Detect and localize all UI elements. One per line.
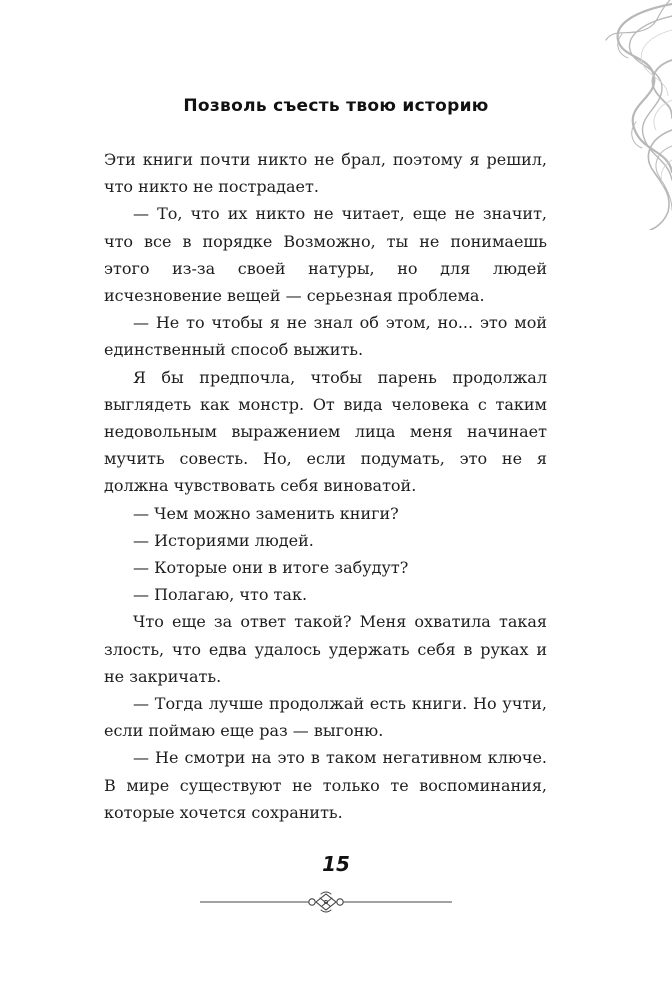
paragraph: Что еще за ответ такой? Меня охватила такая злость, что едва удалось удержать себя в руках и не закричать.: [104, 612, 547, 686]
paragraph: Эти книги почти никто не брал, поэтому я решил, что никто не пострадает.: [104, 150, 547, 197]
body-text: [104, 146, 547, 826]
paragraph: — Полагаю, что так.: [133, 585, 308, 605]
paragraph: — Историями людей.: [133, 530, 314, 550]
paragraph: — Тогда лучше продолжай есть книги. Но учти, если поймаю еще раз — выгоню.: [104, 694, 547, 741]
paragraph: — Чем можно заменить книги?: [133, 503, 399, 523]
paragraph: — Не то чтобы я не знал об этом, но... это мой единственный способ выжить.: [104, 313, 547, 360]
paragraph: — То, что их никто не читает, еще не значит, что все в порядке Возможно, ты не понимаешь этого из-за своей натуры, но для людей исчезновение вещей — серьезная проблема.: [104, 204, 547, 306]
paragraph: — Не смотри на это в таком негативном ключе. В мире существуют не только те воспоминания, которые хочется сохранить.: [104, 748, 547, 822]
paragraph: Я бы предпочла, чтобы парень продолжал выглядеть как монстр. От вида человека с таким недовольным выражением лица меня начинает мучить совесть. Но, если подумать, это не я должна чувствовать себя виноватой.: [104, 367, 547, 496]
paragraph: — Которые они в итоге забудут?: [133, 558, 409, 578]
page-number: 15: [322, 852, 350, 876]
endless-knot-icon: [200, 889, 452, 915]
running-head: Позволь съесть твою историю: [183, 96, 489, 116]
